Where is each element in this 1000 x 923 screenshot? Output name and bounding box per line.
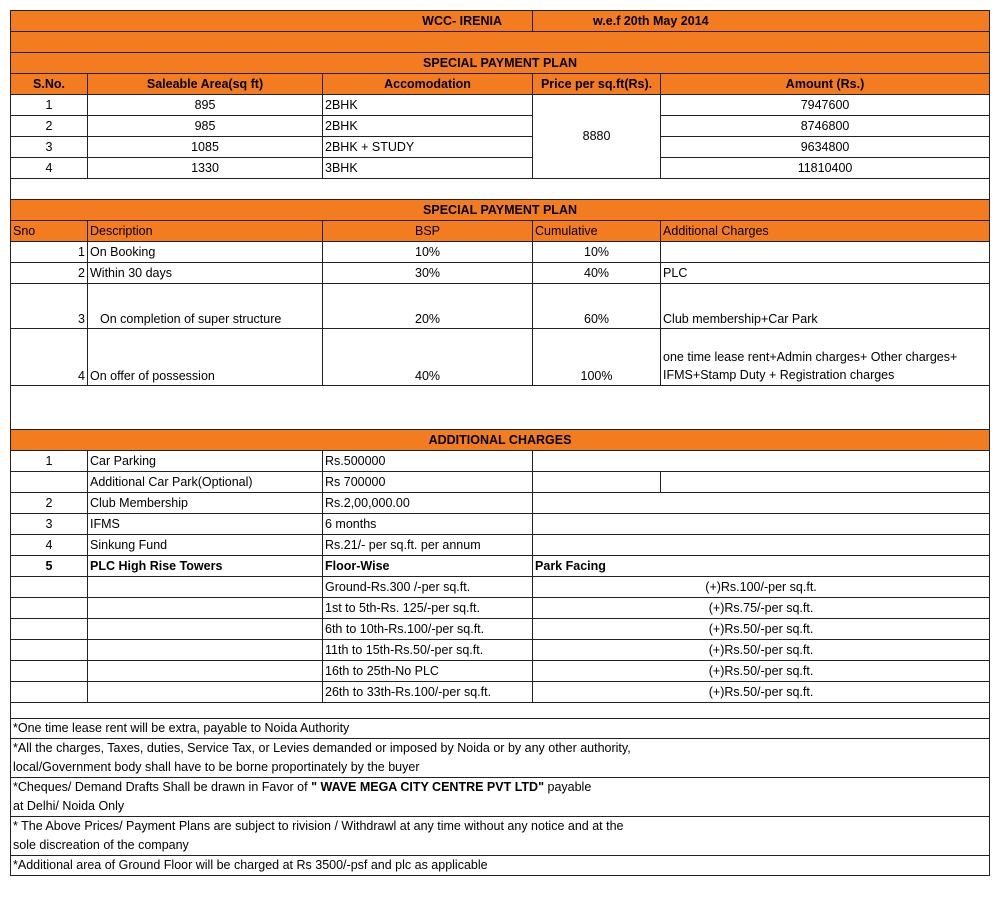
plc-sno: 5 (11, 556, 88, 577)
note-row (11, 758, 990, 778)
col-description: Description (88, 221, 323, 242)
plc-row (11, 682, 990, 703)
price-amount: 8746800 (661, 116, 990, 137)
plc-floor-rate: 26th to 33th-Rs.100/-per sq.ft. (323, 682, 533, 703)
note-payee-name: " WAVE MEGA CITY CENTRE PVT LTD" (311, 780, 545, 794)
plc-floor-rate: Ground-Rs.300 /-per sq.ft. (323, 577, 533, 598)
price-type: 3BHK (323, 158, 533, 179)
charge-sno: 2 (11, 493, 88, 514)
charge-sno: 4 (11, 535, 88, 556)
plan-desc: Within 30 days (88, 263, 323, 284)
note-cheques-line1 (11, 778, 990, 798)
plan-extra: one time lease rent+Admin charges+ Other charges+ IFMS+Stamp Duty + Registration charges (661, 329, 990, 386)
plc-park-rate: (+)Rs.50/-per sq.ft. (533, 661, 990, 682)
additional-charges-title-row (11, 430, 990, 451)
note-row (11, 739, 990, 759)
col-cumulative: Cumulative (533, 221, 661, 242)
price-row (11, 95, 990, 116)
price-area: 1085 (88, 137, 323, 158)
price-row (11, 158, 990, 179)
price-sno: 3 (11, 137, 88, 158)
payment-plan-title: SPECIAL PAYMENT PLAN (11, 200, 990, 221)
plc-row (11, 598, 990, 619)
col-price: Price per sq.ft(Rs). (533, 74, 661, 95)
note-cheques-post: payable (544, 780, 592, 794)
charge-row (11, 514, 990, 535)
plc-park-rate: (+)Rs.75/-per sq.ft. (533, 598, 990, 619)
price-table-header (11, 74, 990, 95)
plan-sno: 2 (11, 263, 88, 284)
plan-row (11, 242, 990, 263)
plan-bsp: 40% (323, 329, 533, 386)
price-sno: 2 (11, 116, 88, 137)
price-area: 985 (88, 116, 323, 137)
note-cheques-pre: *Cheques/ Demand Drafts Shall be drawn in Favor of (13, 780, 312, 794)
charge-item: Club Membership (88, 493, 323, 514)
price-sno: 4 (11, 158, 88, 179)
charge-item: IFMS (88, 514, 323, 535)
plc-row (11, 577, 990, 598)
plc-header-row (11, 556, 990, 577)
plan-row (11, 284, 990, 329)
plan-bsp: 30% (323, 263, 533, 284)
col-amount: Amount (Rs.) (661, 74, 990, 95)
note-charges-line2: local/Government body shall have to be borne proportinately by the buyer (11, 758, 990, 778)
note-cheques-line2: at Delhi/ Noida Only (11, 797, 990, 817)
charge-item: Additional Car Park(Optional) (88, 472, 323, 493)
plan-extra (661, 242, 990, 263)
payment-plan-header (11, 221, 990, 242)
plc-floor-header: Floor-Wise (323, 556, 533, 577)
price-amount: 11810400 (661, 158, 990, 179)
plan-cumulative: 100% (533, 329, 661, 386)
note-ground-floor: *Additional area of Ground Floor will be charged at Rs 3500/-psf and plc as applicable (11, 856, 990, 876)
plc-park-header: Park Facing (533, 556, 990, 577)
col-sno: Sno (11, 221, 88, 242)
price-type: 2BHK (323, 95, 533, 116)
plan-bsp: 20% (323, 284, 533, 329)
note-prices-line1: * The Above Prices/ Payment Plans are subject to rivision / Withdrawl at any time without any notice and at the (11, 817, 990, 837)
charge-row (11, 535, 990, 556)
price-area: 895 (88, 95, 323, 116)
charge-row (11, 451, 990, 472)
blank-row (11, 703, 990, 719)
charge-item: Sinkung Fund (88, 535, 323, 556)
charge-item: Car Parking (88, 451, 323, 472)
price-table-title-row (11, 53, 990, 74)
plc-label: PLC High Rise Towers (88, 556, 323, 577)
plan-bsp: 10% (323, 242, 533, 263)
price-per-sqft: 8880 (533, 95, 661, 179)
price-sno: 1 (11, 95, 88, 116)
price-amount: 7947600 (661, 95, 990, 116)
plan-sno: 1 (11, 242, 88, 263)
plc-floor-rate: 6th to 10th-Rs.100/-per sq.ft. (323, 619, 533, 640)
price-area: 1330 (88, 158, 323, 179)
plan-row (11, 329, 990, 386)
charge-sno: 3 (11, 514, 88, 535)
plan-row (11, 263, 990, 284)
col-bsp: BSP (323, 221, 533, 242)
payment-plan-title-row (11, 200, 990, 221)
price-row (11, 137, 990, 158)
plan-cumulative: 40% (533, 263, 661, 284)
charge-row (11, 472, 990, 493)
note-row (11, 836, 990, 856)
plan-desc: On Booking (88, 242, 323, 263)
note-row (11, 817, 990, 837)
charge-value: 6 months (323, 514, 533, 535)
blank-row (11, 386, 990, 430)
plan-sno: 4 (11, 329, 88, 386)
note-row (11, 778, 990, 798)
charge-sno (11, 472, 88, 493)
plc-row (11, 619, 990, 640)
price-list-sheet (10, 10, 990, 876)
plan-sno: 3 (11, 284, 88, 329)
charge-row (11, 493, 990, 514)
plc-park-rate: (+)Rs.50/-per sq.ft. (533, 682, 990, 703)
plc-row (11, 661, 990, 682)
charge-sno: 1 (11, 451, 88, 472)
note-row (11, 719, 990, 739)
plc-row (11, 640, 990, 661)
price-type: 2BHK (323, 116, 533, 137)
charge-value: Rs.2,00,000.00 (323, 493, 533, 514)
col-additional-charges: Additional Charges (661, 221, 990, 242)
sheet-header-row (11, 11, 990, 32)
blank-row (11, 179, 990, 200)
note-row (11, 797, 990, 817)
plan-extra: PLC (661, 263, 990, 284)
plc-floor-rate: 11th to 15th-Rs.50/-per sq.ft. (323, 640, 533, 661)
plc-floor-rate: 16th to 25th-No PLC (323, 661, 533, 682)
price-table-title: SPECIAL PAYMENT PLAN (11, 53, 990, 74)
plan-desc: On completion of super structure (88, 284, 323, 329)
project-title: WCC- IRENIA (11, 11, 533, 32)
note-row (11, 856, 990, 876)
price-row (11, 116, 990, 137)
orange-spacer-row (11, 32, 990, 53)
plan-desc: On offer of possession (88, 329, 323, 386)
col-sno: S.No. (11, 74, 88, 95)
note-lease-rent: *One time lease rent will be extra, payable to Noida Authority (11, 719, 990, 739)
note-prices-line2: sole discreation of the company (11, 836, 990, 856)
col-accommodation: Accomodation (323, 74, 533, 95)
plc-floor-rate: 1st to 5th-Rs. 125/-per sq.ft. (323, 598, 533, 619)
additional-charges-title: ADDITIONAL CHARGES (11, 430, 990, 451)
charge-value: Rs.500000 (323, 451, 533, 472)
effective-date: w.e.f 20th May 2014 (533, 11, 990, 32)
plc-park-rate: (+)Rs.50/-per sq.ft. (533, 640, 990, 661)
plan-cumulative: 60% (533, 284, 661, 329)
plan-extra: Club membership+Car Park (661, 284, 990, 329)
plan-cumulative: 10% (533, 242, 661, 263)
charge-value: Rs.21/- per sq.ft. per annum (323, 535, 533, 556)
col-area: Saleable Area(sq ft) (88, 74, 323, 95)
note-charges-line1: *All the charges, Taxes, duties, Service Tax, or Levies demanded or imposed by Noida or by any other authority, (11, 739, 990, 759)
plc-park-rate: (+)Rs.100/-per sq.ft. (533, 577, 990, 598)
price-type: 2BHK + STUDY (323, 137, 533, 158)
price-amount: 9634800 (661, 137, 990, 158)
plc-park-rate: (+)Rs.50/-per sq.ft. (533, 619, 990, 640)
charge-value: Rs 700000 (323, 472, 533, 493)
